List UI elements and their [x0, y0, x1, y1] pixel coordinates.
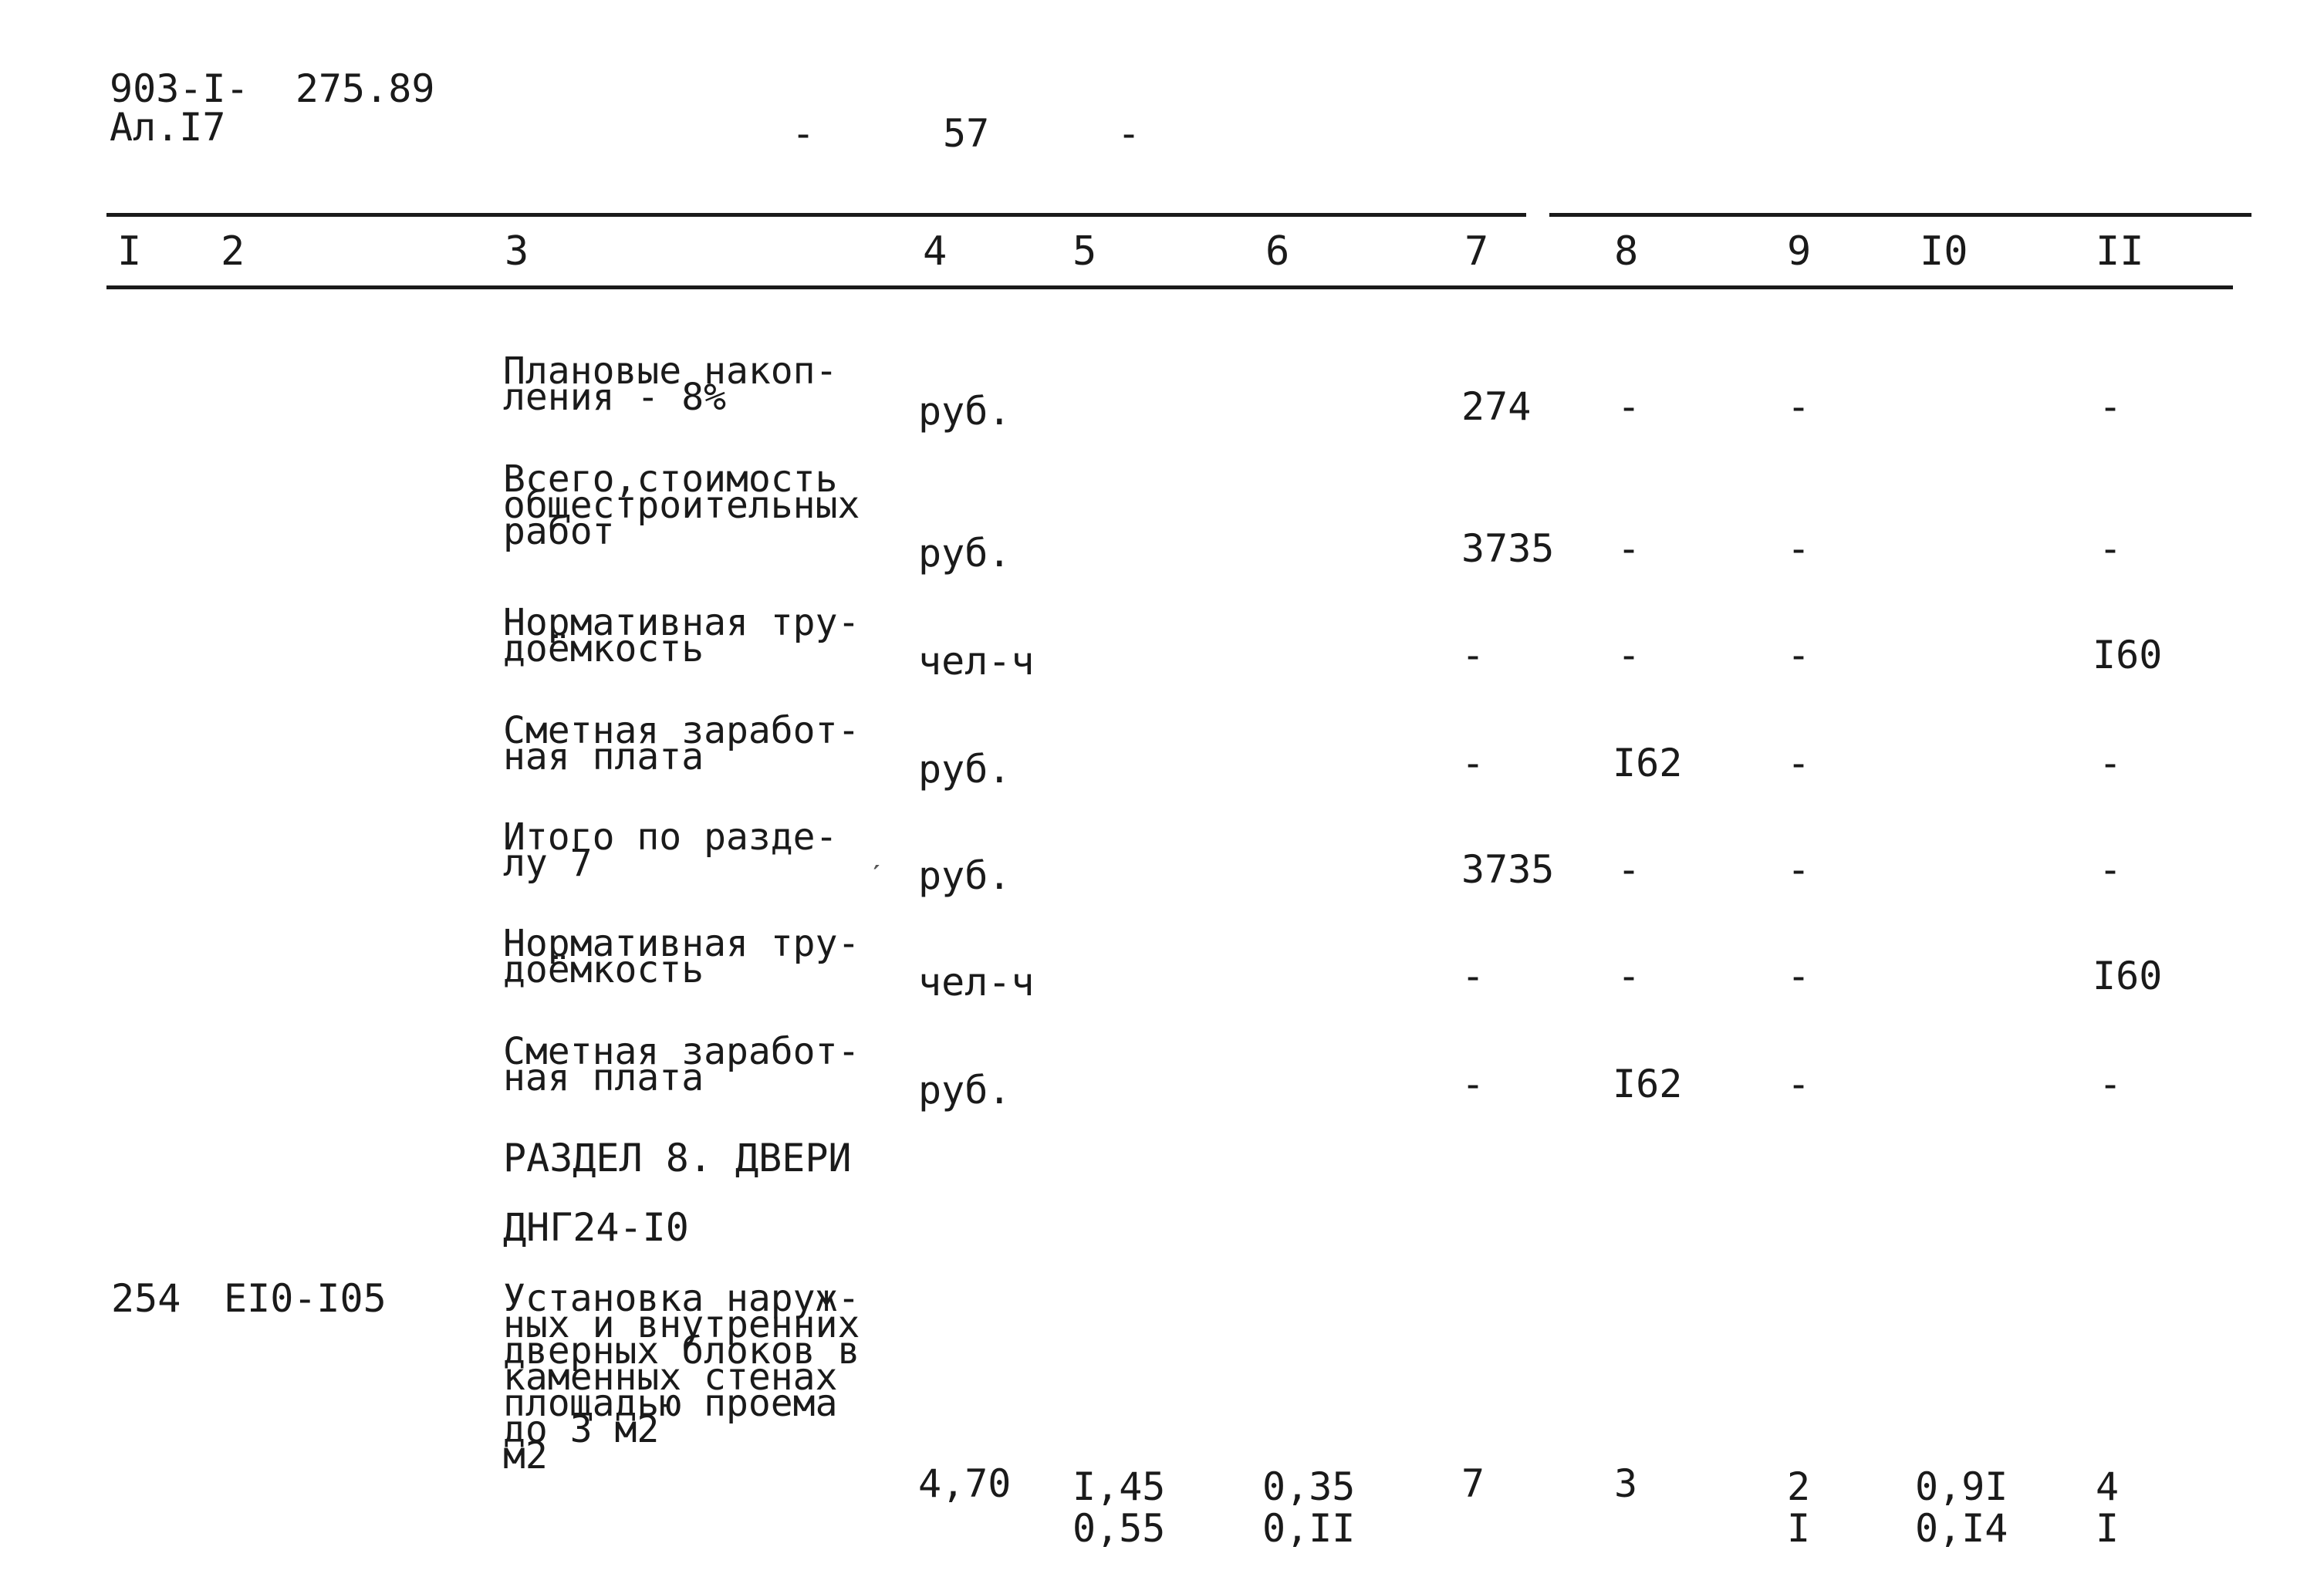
- table-row-unit: руб.: [918, 531, 1012, 576]
- table-row-unit: чел-ч: [918, 639, 1035, 684]
- table-row-col7: 274: [1461, 384, 1532, 429]
- column-header-6: 6: [1265, 228, 1290, 275]
- column-header-1: I: [117, 228, 142, 275]
- table-row-col9: 2 I: [1787, 1464, 1811, 1551]
- table-row-unit: руб.: [918, 747, 1012, 792]
- table-row-description: Сметная заработ- ная плата: [503, 709, 860, 778]
- table-row-col7: -: [1461, 954, 1485, 998]
- table-row-col9: -: [1787, 633, 1811, 677]
- table-row-unit: чел-ч: [918, 960, 1035, 1005]
- column-header-9: 9: [1787, 228, 1812, 275]
- table-row-col11: 4 I: [2096, 1464, 2120, 1551]
- table-row-description: Нормативная тру- доёмкость: [503, 601, 860, 670]
- column-header-5: 5: [1072, 228, 1097, 275]
- table-row-col7: 3735: [1461, 847, 1555, 892]
- page-number: 57: [943, 111, 990, 156]
- door-type-label: ДНГ24-I0: [503, 1205, 689, 1250]
- table-row-col7: -: [1461, 633, 1485, 677]
- table-row-col9: -: [1787, 954, 1811, 998]
- table-row-description: Плановые накоп- ления - 8%: [503, 350, 838, 419]
- table-row-description: Установка наруж- ных и внутренних дверных блоков в каменных стенах площадью проема до 3 м2 м2: [503, 1277, 860, 1477]
- table-row-unit: руб.: [918, 1068, 1012, 1113]
- table-row-col9: -: [1787, 526, 1811, 571]
- column-header-8: 8: [1614, 228, 1639, 275]
- column-header-4: 4: [923, 228, 948, 275]
- table-row-col7: 3735: [1461, 526, 1555, 571]
- table-row-index: 254: [111, 1276, 181, 1321]
- table-row-col8: -: [1617, 954, 1641, 998]
- table-row-col10: 0,9I 0,I4: [1915, 1464, 2008, 1551]
- table-row-col11: -: [2099, 1062, 2123, 1106]
- column-header-3: 3: [505, 228, 529, 275]
- table-row-col9: -: [1787, 384, 1811, 429]
- table-row-col8: I62: [1613, 1062, 1683, 1106]
- table-row-col11: -: [2099, 847, 2123, 892]
- table-top-rule-left: [106, 213, 1526, 217]
- table-row-col9: -: [1787, 741, 1811, 785]
- section-heading: РАЗДЕЛ 8. ДВЕРИ: [503, 1136, 852, 1180]
- table-row-col7: 7: [1461, 1461, 1485, 1506]
- table-row-col5: I,45 0,55: [1072, 1464, 1166, 1551]
- table-row-description: Нормативная тру- доёмкость: [503, 922, 860, 991]
- table-row-description: Сметная заработ- ная плата: [503, 1030, 860, 1099]
- table-row-col6: 0,35 0,II: [1262, 1464, 1356, 1551]
- column-header-2: 2: [221, 228, 245, 275]
- column-header-7: 7: [1464, 228, 1489, 275]
- table-row-col9: -: [1787, 1062, 1811, 1106]
- table-row-col8: I62: [1613, 741, 1683, 785]
- table-row-code: ЕI0-I05: [224, 1276, 387, 1321]
- column-header-10: I0: [1920, 228, 1968, 275]
- pencil-tick-mark: ˊ: [867, 859, 887, 895]
- table-top-rule-right: [1549, 213, 2251, 217]
- column-header-11: II: [2096, 228, 2144, 275]
- table-row-unit: руб.: [918, 389, 1012, 434]
- table-row-col8: -: [1617, 633, 1641, 677]
- album-number: Ал.I7: [110, 105, 226, 150]
- table-row-description: Всего,стоимость общестроительных работ: [503, 458, 860, 553]
- table-row-col8: -: [1617, 526, 1641, 571]
- table-row-col11: I60: [2093, 954, 2163, 998]
- table-row-col11: -: [2099, 741, 2123, 785]
- table-row-col11: I60: [2093, 633, 2163, 677]
- table-row-col7: -: [1461, 1062, 1485, 1106]
- table-row-col11: -: [2099, 526, 2123, 571]
- table-row-col8: 3: [1614, 1461, 1638, 1506]
- table-row-col7: -: [1461, 741, 1485, 785]
- table-row-col8: -: [1617, 384, 1641, 429]
- document-code: 903-I- 275.89: [110, 66, 435, 111]
- table-row-col8: -: [1617, 847, 1641, 892]
- page-dash-right: -: [1117, 111, 1141, 156]
- table-header-bottom-rule: [106, 285, 2233, 289]
- table-row-col4: 4,70: [918, 1461, 1012, 1506]
- page-dash-left: -: [792, 111, 816, 156]
- table-row-col11: -: [2099, 384, 2123, 429]
- table-row-description: Итого по разде- лу 7: [503, 816, 838, 885]
- table-row-unit: руб.: [918, 853, 1012, 898]
- table-row-col9: -: [1787, 847, 1811, 892]
